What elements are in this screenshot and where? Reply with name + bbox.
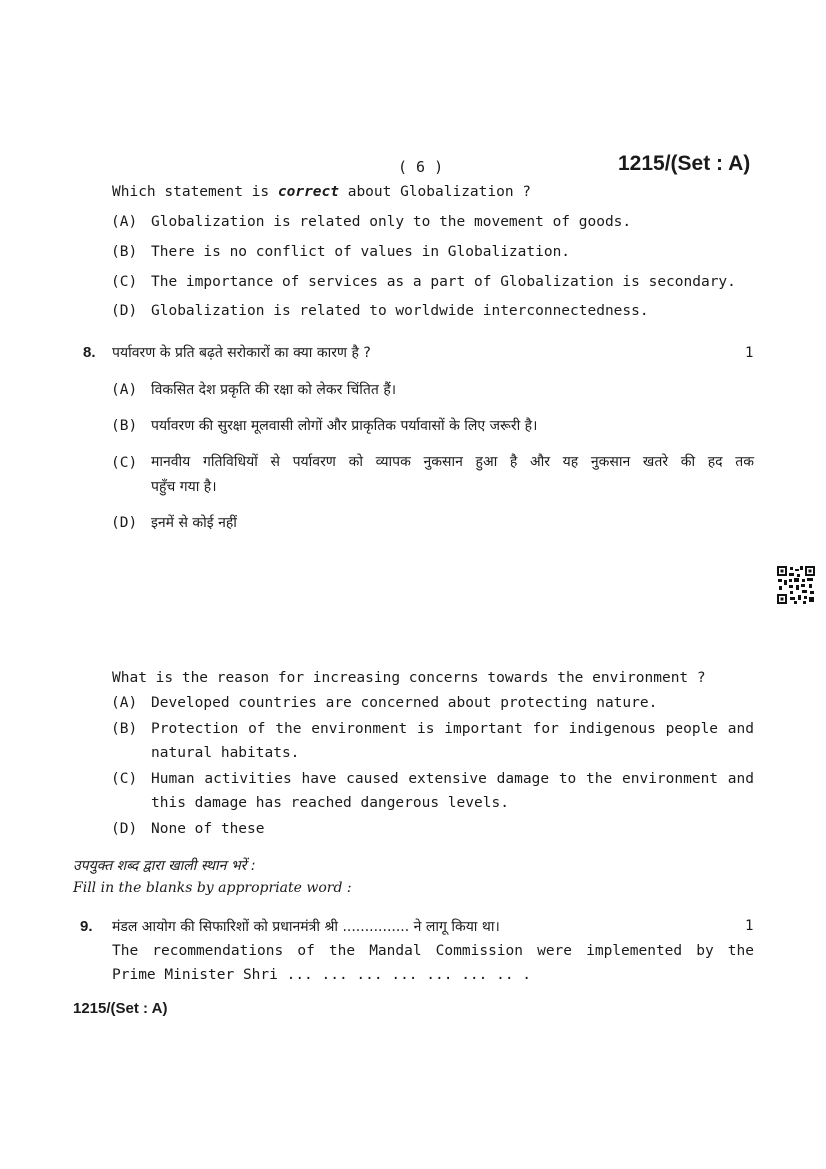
option-label: (D) (111, 821, 138, 837)
qr-code-icon (777, 566, 815, 604)
q8-hindi-stem: पर्यावरण के प्रति बढ़ते सरोकारों का क्या कारण है ? (112, 345, 371, 361)
option-text-line2: पहुँच गया है। (151, 479, 217, 495)
option-label: (B) (111, 721, 138, 737)
option-text: Globalization is related to worldwide interconnectedness. (151, 303, 649, 319)
option-text: पर्यावरण की सुरक्षा मूलवासी लोगों और प्राकृतिक पर्यावासों के लिए जरूरी है। (151, 418, 538, 434)
section-instruction-hindi: उपयुक्त शब्द द्वारा खाली स्थान भरें : (73, 858, 256, 874)
option-label: (A) (111, 382, 138, 398)
option-text-line2: this damage has reached dangerous levels. (151, 795, 509, 811)
option-text: विकसित देश प्रकृति की रक्षा को लेकर चिंतित हैं। (151, 382, 397, 398)
option-text-line1: मानवीय गतिविधियों से पर्यावरण को व्यापक नुकसान हुआ है और यह नुकसान खतरे की हद तक (151, 454, 754, 470)
option-label: (C) (111, 771, 138, 787)
q9-number: 9. (80, 918, 93, 935)
option-label: (D) (111, 303, 138, 319)
q7-stem (112, 184, 531, 200)
option-text: There is no conflict of values in Globalization. (151, 244, 571, 260)
option-label: (C) (111, 455, 138, 471)
q7-stem-after: about Globalization ? (338, 184, 532, 200)
q8-marks: 1 (745, 345, 754, 361)
set-code-header: 1215/(Set : A) (618, 152, 751, 175)
q9-english-line1: The recommendations of the Mandal Commission were implemented by the (112, 943, 754, 959)
q7-stem-emphasis: correct (277, 184, 339, 200)
q9-english-line2: Prime Minister Shri ... ... ... ... ... ... .. . (112, 967, 532, 983)
option-label: (A) (111, 214, 138, 230)
option-label: (C) (111, 274, 138, 290)
page-number: ( 6 ) (398, 158, 444, 176)
option-label: (D) (111, 515, 138, 531)
option-text: Globalization is related only to the movement of goods. (151, 214, 632, 230)
option-text-line1: Protection of the environment is important for indigenous people and (151, 721, 754, 737)
q9-marks: 1 (745, 918, 754, 934)
option-text: The importance of services as a part of Globalization is secondary. (151, 274, 736, 290)
option-label: (A) (111, 695, 138, 711)
option-label: (B) (111, 244, 138, 260)
option-text: None of these (151, 821, 265, 837)
q8-number: 8. (83, 344, 96, 361)
option-text: Developed countries are concerned about protecting nature. (151, 695, 658, 711)
option-label: (B) (111, 418, 138, 434)
option-text-line1: Human activities have caused extensive damage to the environment and (151, 771, 754, 787)
q9-hindi-text: मंडल आयोग की सिफारिशों को प्रधानमंत्री श्री ............... ने लागू किया था। (112, 919, 500, 935)
q8-english-stem: What is the reason for increasing concerns towards the environment ? (112, 670, 706, 686)
option-text: इनमें से कोई नहीं (151, 515, 237, 531)
section-instruction-english: Fill in the blanks by appropriate word : (73, 880, 352, 896)
q7-stem-before: Which statement is (112, 184, 278, 200)
set-code-footer: 1215/(Set : A) (73, 1000, 168, 1017)
option-text-line2: natural habitats. (151, 745, 300, 761)
